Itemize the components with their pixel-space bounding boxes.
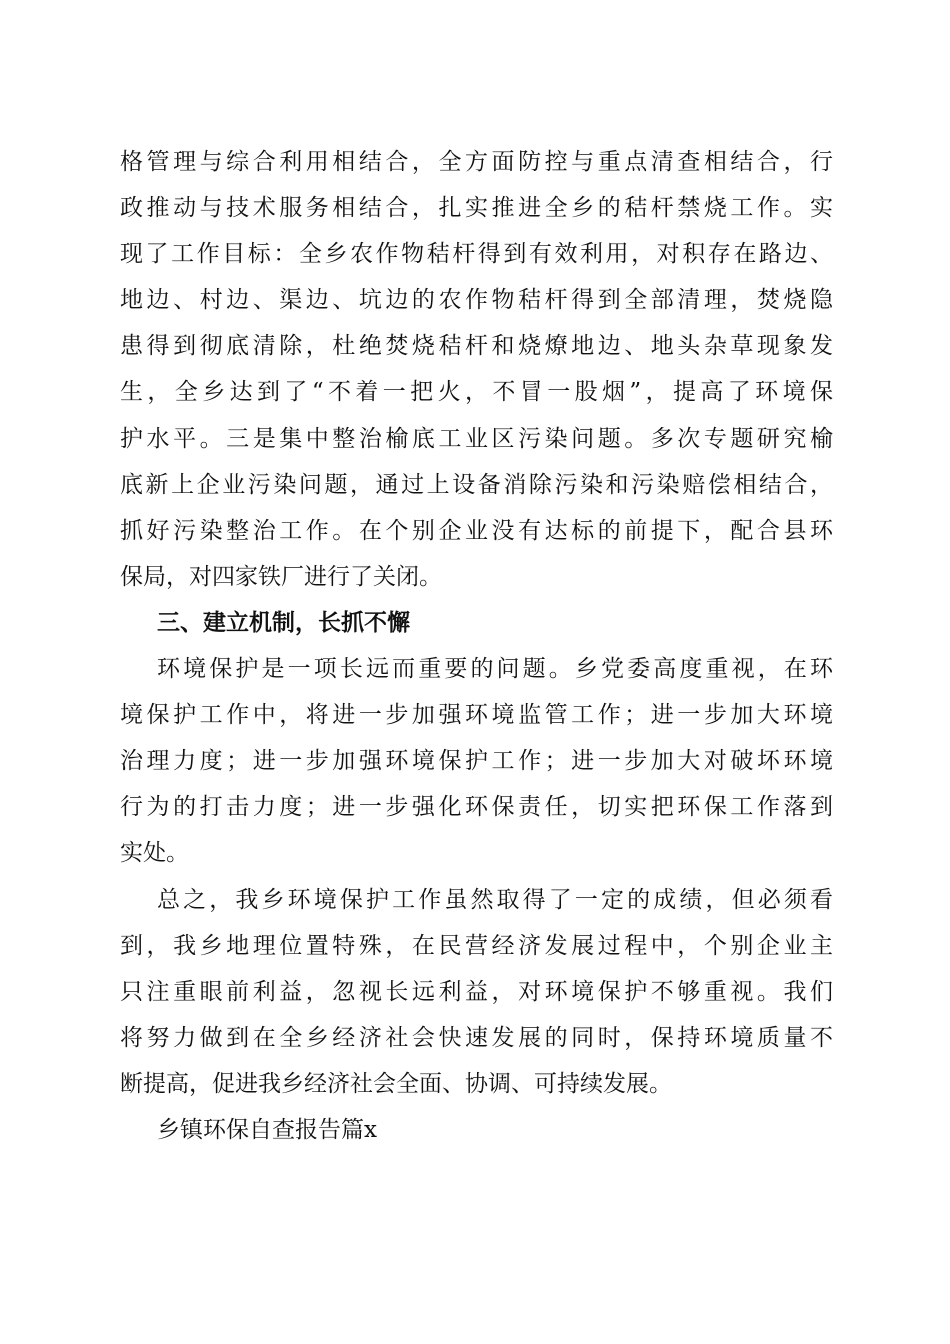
text-line: 断提高，促进我乡经济社会全面、协调、可持续发展。	[120, 1070, 672, 1097]
text-line: 到，我乡地理位置特殊，在民营经济发展过程中，个别企业主	[120, 932, 833, 959]
text-line: 将努力做到在全乡经济社会快速发展的同时，保持环境质量不	[120, 1024, 833, 1051]
section-heading	[120, 600, 833, 646]
text-line: 现了工作目标：全乡农作物秸杆得到有效利用，对积存在路边、	[120, 241, 833, 268]
text-line: 只注重眼前利益，忽视长远利益，对环境保护不够重视。我们	[120, 978, 833, 1005]
document-body	[120, 139, 833, 1153]
text-line: 底新上企业污染问题，通过上设备消除污染和污染赔偿相结合，	[120, 471, 833, 498]
text-line: 治理力度；进一步加强环境保护工作；进一步加大对破坏环境	[120, 748, 833, 775]
text-line: 护水平。三是集中整治榆底工业区污染问题。多次专题研究榆	[120, 425, 833, 452]
section-heading-text: 三、建立机制，长抓不懈	[157, 609, 410, 636]
text-line: 保局，对四家铁厂进行了关闭。	[120, 563, 442, 590]
next-article-title-text: 乡镇环保自查报告篇x	[157, 1116, 377, 1143]
text-line: 境保护工作中，将进一步加强环境监管工作；进一步加大环境	[120, 702, 833, 729]
text-line: 行为的打击力度；进一步强化环保责任，切实把环保工作落到	[120, 794, 833, 821]
text-line: 政推动与技术服务相结合，扎实推进全乡的秸杆禁烧工作。实	[120, 195, 833, 222]
paragraph-mechanism	[120, 646, 833, 876]
text-line: 患得到彻底清除，杜绝焚烧秸杆和烧燎地边、地头杂草现象发	[120, 333, 833, 360]
text-line: 格管理与综合利用相结合，全方面防控与重点清查相结合，行	[120, 149, 833, 175]
text-line: 地边、村边、渠边、坑边的农作物秸杆得到全部清理，焚烧隐	[120, 287, 833, 314]
next-article-title	[120, 1107, 833, 1153]
paragraph-summary	[120, 877, 833, 1107]
text-line: 抓好污染整治工作。在个别企业没有达标的前提下，配合县环	[120, 517, 833, 544]
text-line: 生，全乡达到了“不着一把火，不冒一股烟”，提高了环境保	[120, 379, 833, 406]
paragraph-straw-burning-continued	[120, 139, 833, 600]
text-line: 实处。	[120, 840, 189, 867]
text-line: 总之，我乡环境保护工作虽然取得了一定的成绩，但必须看	[157, 886, 833, 913]
text-line: 环境保护是一项长远而重要的问题。乡党委高度重视，在环	[157, 656, 833, 683]
